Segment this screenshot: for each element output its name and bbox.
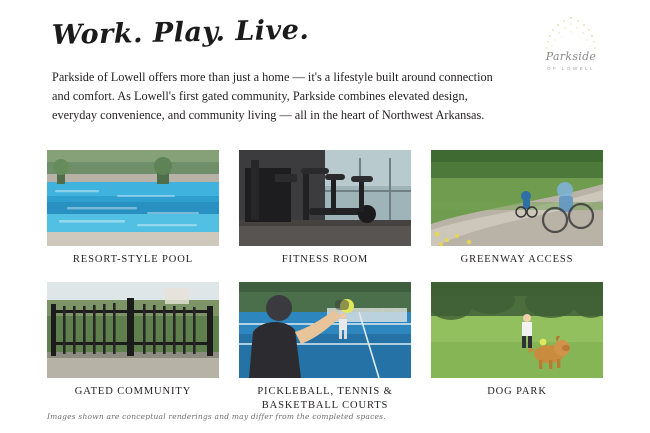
intro-paragraph: Parkside of Lowell offers more than just a home — it's a lifestyle built around connection and comfort. As Lowell's first gated community, Parkside combines elevated design, everyday convenience, and community living — all in the heart of Northwest Arkansas. bbox=[52, 70, 493, 123]
resort-style-pool-image bbox=[47, 150, 219, 246]
gated-community-image bbox=[47, 282, 219, 378]
logo-subtitle: OF LOWELL bbox=[547, 66, 595, 71]
brand-logo bbox=[528, 12, 614, 90]
amenity-card-courts[interactable] bbox=[239, 282, 411, 412]
amenity-card-greenway[interactable] bbox=[431, 150, 603, 266]
disclaimer-text: Images shown are conceptual renderings and may differ from the completed spaces. bbox=[47, 412, 386, 421]
pickleball-courts-image bbox=[239, 282, 411, 378]
amenity-caption: PICKLEBALL, TENNIS & BASKETBALL COURTS bbox=[257, 386, 393, 411]
amenity-caption: GATED COMMUNITY bbox=[74, 386, 192, 398]
amenity-caption: RESORT-STYLE POOL bbox=[72, 254, 194, 265]
amenity-row-1 bbox=[47, 150, 603, 266]
page-title: Work. Play. Live. bbox=[51, 14, 310, 51]
amenity-caption: DOG PARK bbox=[487, 386, 547, 398]
amenity-caption: GREENWAY ACCESS bbox=[460, 254, 574, 265]
amenity-row-2 bbox=[47, 282, 603, 412]
amenity-grid bbox=[47, 150, 603, 412]
fitness-room-image bbox=[239, 150, 411, 246]
amenity-card-gated-community[interactable] bbox=[47, 282, 219, 412]
amenity-card-pool[interactable] bbox=[47, 150, 219, 266]
logo-name: Parkside bbox=[545, 50, 597, 63]
amenity-card-fitness[interactable] bbox=[239, 150, 411, 266]
greenway-access-image bbox=[431, 150, 603, 246]
amenity-card-dog-park[interactable] bbox=[431, 282, 603, 412]
amenity-caption: FITNESS ROOM bbox=[281, 254, 369, 265]
dog-park-image bbox=[431, 282, 603, 378]
